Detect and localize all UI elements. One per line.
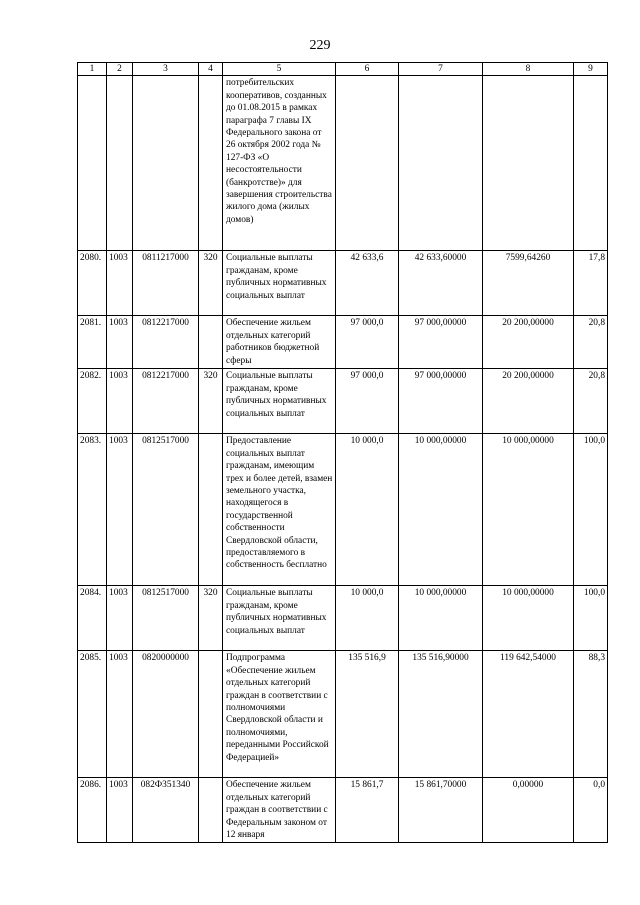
execution-percent: 0,0 bbox=[574, 778, 608, 843]
expense-type-code: 320 bbox=[199, 586, 223, 651]
execution-percent: 20,8 bbox=[574, 316, 608, 369]
amount: 10 000,0 bbox=[336, 586, 399, 651]
execution-percent: 100,0 bbox=[574, 434, 608, 586]
amount: 97 000,0 bbox=[336, 369, 399, 434]
target-code: 0811217000 bbox=[133, 251, 199, 316]
table-row bbox=[78, 76, 608, 251]
amount: 97 000,0 bbox=[336, 316, 399, 369]
table-row bbox=[78, 434, 608, 586]
execution-percent: 100,0 bbox=[574, 586, 608, 651]
column-header: 5 bbox=[223, 63, 336, 76]
column-header: 3 bbox=[133, 63, 199, 76]
executed-amount bbox=[483, 76, 574, 251]
expense-type-code bbox=[199, 316, 223, 369]
target-code: 0820000000 bbox=[133, 651, 199, 778]
amount-exact: 42 633,60000 bbox=[399, 251, 483, 316]
table-row bbox=[78, 369, 608, 434]
amount: 10 000,0 bbox=[336, 434, 399, 586]
executed-amount: 119 642,54000 bbox=[483, 651, 574, 778]
amount: 135 516,9 bbox=[336, 651, 399, 778]
table-row bbox=[78, 586, 608, 651]
expense-type-code: 320 bbox=[199, 369, 223, 434]
target-code: 082Ф351340 bbox=[133, 778, 199, 843]
executed-amount: 20 200,00000 bbox=[483, 316, 574, 369]
row-number: 2082. bbox=[78, 369, 107, 434]
description: Социальные выплаты гражданам, кроме публичных нормативных социальных выплат bbox=[223, 251, 336, 316]
description: Социальные выплаты гражданам, кроме публичных нормативных социальных выплат bbox=[223, 586, 336, 651]
section-code: 1003 bbox=[107, 369, 133, 434]
table-row bbox=[78, 651, 608, 778]
amount-exact: 10 000,00000 bbox=[399, 586, 483, 651]
target-code: 0812517000 bbox=[133, 586, 199, 651]
expense-type-code bbox=[199, 651, 223, 778]
row-number: 2085. bbox=[78, 651, 107, 778]
row-number: 2083. bbox=[78, 434, 107, 586]
description: Социальные выплаты гражданам, кроме публичных нормативных социальных выплат bbox=[223, 369, 336, 434]
executed-amount: 0,00000 bbox=[483, 778, 574, 843]
expense-type-code bbox=[199, 434, 223, 586]
table-row bbox=[78, 251, 608, 316]
row-number: 2084. bbox=[78, 586, 107, 651]
executed-amount: 10 000,00000 bbox=[483, 434, 574, 586]
column-header: 6 bbox=[336, 63, 399, 76]
target-code: 0812217000 bbox=[133, 316, 199, 369]
amount: 15 861,7 bbox=[336, 778, 399, 843]
description: Обеспечение жильем отдельных категорий граждан в соответствии с Федеральным законом от 12 января bbox=[223, 778, 336, 843]
expense-type-code bbox=[199, 76, 223, 251]
section-code: 1003 bbox=[107, 316, 133, 369]
description: Подпрограмма «Обеспечение жильем отдельных категорий граждан в соответствии с полномочиями Свердловской области и полномочиями, переданными Российской Федерацией» bbox=[223, 651, 336, 778]
expense-type-code: 320 bbox=[199, 251, 223, 316]
execution-percent: 20,8 bbox=[574, 369, 608, 434]
target-code bbox=[133, 76, 199, 251]
table-row bbox=[78, 778, 608, 843]
target-code: 0812517000 bbox=[133, 434, 199, 586]
row-number bbox=[78, 76, 107, 251]
amount: 42 633,6 bbox=[336, 251, 399, 316]
execution-percent: 17,8 bbox=[574, 251, 608, 316]
header-row bbox=[78, 63, 608, 76]
execution-percent: 88,3 bbox=[574, 651, 608, 778]
amount-exact: 135 516,90000 bbox=[399, 651, 483, 778]
row-number: 2080. bbox=[78, 251, 107, 316]
column-header: 8 bbox=[483, 63, 574, 76]
table-row bbox=[78, 316, 608, 369]
execution-percent bbox=[574, 76, 608, 251]
section-code: 1003 bbox=[107, 586, 133, 651]
executed-amount: 10 000,00000 bbox=[483, 586, 574, 651]
expense-type-code bbox=[199, 778, 223, 843]
section-code: 1003 bbox=[107, 434, 133, 586]
column-header: 1 bbox=[78, 63, 107, 76]
column-header: 4 bbox=[199, 63, 223, 76]
description: Обеспечение жильем отдельных категорий работников бюджетной сферы bbox=[223, 316, 336, 369]
amount-exact bbox=[399, 76, 483, 251]
column-header: 9 bbox=[574, 63, 608, 76]
column-header: 7 bbox=[399, 63, 483, 76]
budget-table bbox=[77, 62, 608, 843]
row-number: 2086. bbox=[78, 778, 107, 843]
description: Предоставление социальных выплат гражданам, имеющим трех и более детей, взамен земельного участка, находящегося в государственной собственности Свердловской области, предоставляемого в собственность бесплатно bbox=[223, 434, 336, 586]
target-code: 0812217000 bbox=[133, 369, 199, 434]
description: потребительских кооперативов, созданных до 01.08.2015 в рамках параграфа 7 главы IX Федерального закона от 26 октября 2002 года № 127-ФЗ «О несостоятельности (банкротстве)» для завершения строительства жилого дома (жилых домов) bbox=[223, 76, 336, 251]
amount-exact: 15 861,70000 bbox=[399, 778, 483, 843]
section-code: 1003 bbox=[107, 651, 133, 778]
row-number: 2081. bbox=[78, 316, 107, 369]
page-number: 229 bbox=[309, 38, 331, 53]
amount-exact: 97 000,00000 bbox=[399, 369, 483, 434]
amount-exact: 10 000,00000 bbox=[399, 434, 483, 586]
section-code: 1003 bbox=[107, 778, 133, 843]
amount bbox=[336, 76, 399, 251]
column-header: 2 bbox=[107, 63, 133, 76]
amount-exact: 97 000,00000 bbox=[399, 316, 483, 369]
section-code bbox=[107, 76, 133, 251]
executed-amount: 7599,64260 bbox=[483, 251, 574, 316]
section-code: 1003 bbox=[107, 251, 133, 316]
executed-amount: 20 200,00000 bbox=[483, 369, 574, 434]
